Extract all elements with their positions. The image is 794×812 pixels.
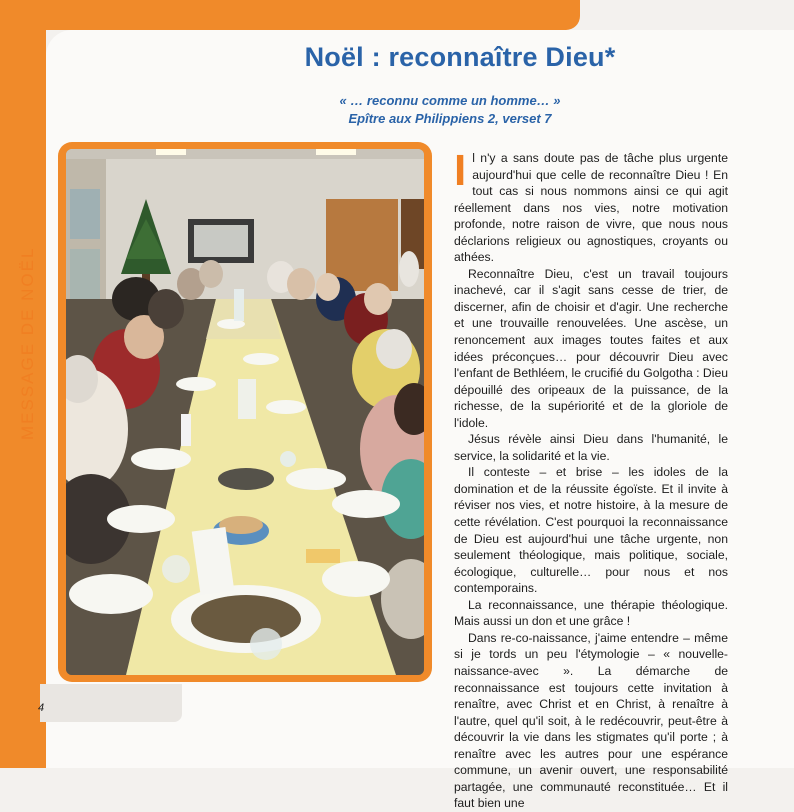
epigraph-quote: « … reconnu comme un homme… » [339,93,561,108]
christmas-dinner-photo [66,149,424,675]
article-body [454,146,728,812]
section-label-text: MESSAGE DE NOËL [18,246,37,440]
article-paragraph: Il conteste – et brise – les idoles de la domination et de la réussite égoïste. Et il invite à réviser nos vies, et notre histoire, à la mesure de cette révélation. C'est pourquoi la reconnaissance de Dieu est aujourd'hui une tâche urgente, non seulement théologique, mais politique, sociale, écologique, culturelle… pour nous et nos contemporains. [454,465,728,596]
epigraph-reference: Epître aux Philippiens 2, verset 7 [348,111,552,126]
page-title: Noël : reconnaître Dieu* [304,42,616,72]
article-paragraph: La reconnaissance, une thérapie théologique. Mais aussi un don et une grâce ! [454,597,728,629]
article-paragraph: Reconnaître Dieu, c'est un travail toujours inachevé, car il s'agit sans cesse de trier, de discerner, afin de choisir et d'agir. Une recherche et une trouvaille renouvelées. Une ascèse, un renoncement aux images toutes faites et aux idées préconçues… pour découvrir Dieu avec l'enfant de Bethléem, le crucifié du Golgotha : Dieu dépouillé des oripeaux de la puissance, de la richesse, de la supériorité et de la gloriole de l'idole. [454,266,728,430]
article-paragraph: Il n'y a sans doute pas de tâche plus urgente aujourd'hui que celle de reconnaître Dieu ! En tout cas si nous nommons ainsi ce qui agit réellement dans nos vies, notre motivation profonde, notre raison de vivre, que nous nous déclarions religieux ou agnostiques, croyants ou athées. [454,146,728,265]
article-paragraph: Jésus révèle ainsi Dieu dans l'humanité, le service, la solidarité et la vie. [454,432,728,463]
drop-cap: I [454,146,467,195]
page-number: 4 [38,702,45,714]
bottom-strip [40,684,182,722]
top-orange-band [0,0,580,30]
epigraph [300,92,600,128]
article-paragraph: Dans re-co-naissance, j'aime entendre – même si je tords un peu l'étymologie – « nouvelle-naissance-avec ». La démarche de reconnaissance est toujours cette invitation à renaître, avec Christ et en Christ, à renaître à l'autre, quel qu'il soit, à le redécouvrir, peut-être à découvrir la vie dans les stigmates qu'il porte ; à renaître avec les autres pour une espérance commune, un avenir ouvert, une responsabilité partagée, une communauté reconstituée… Et il faut bien une [454,630,728,811]
section-label [12,240,42,440]
